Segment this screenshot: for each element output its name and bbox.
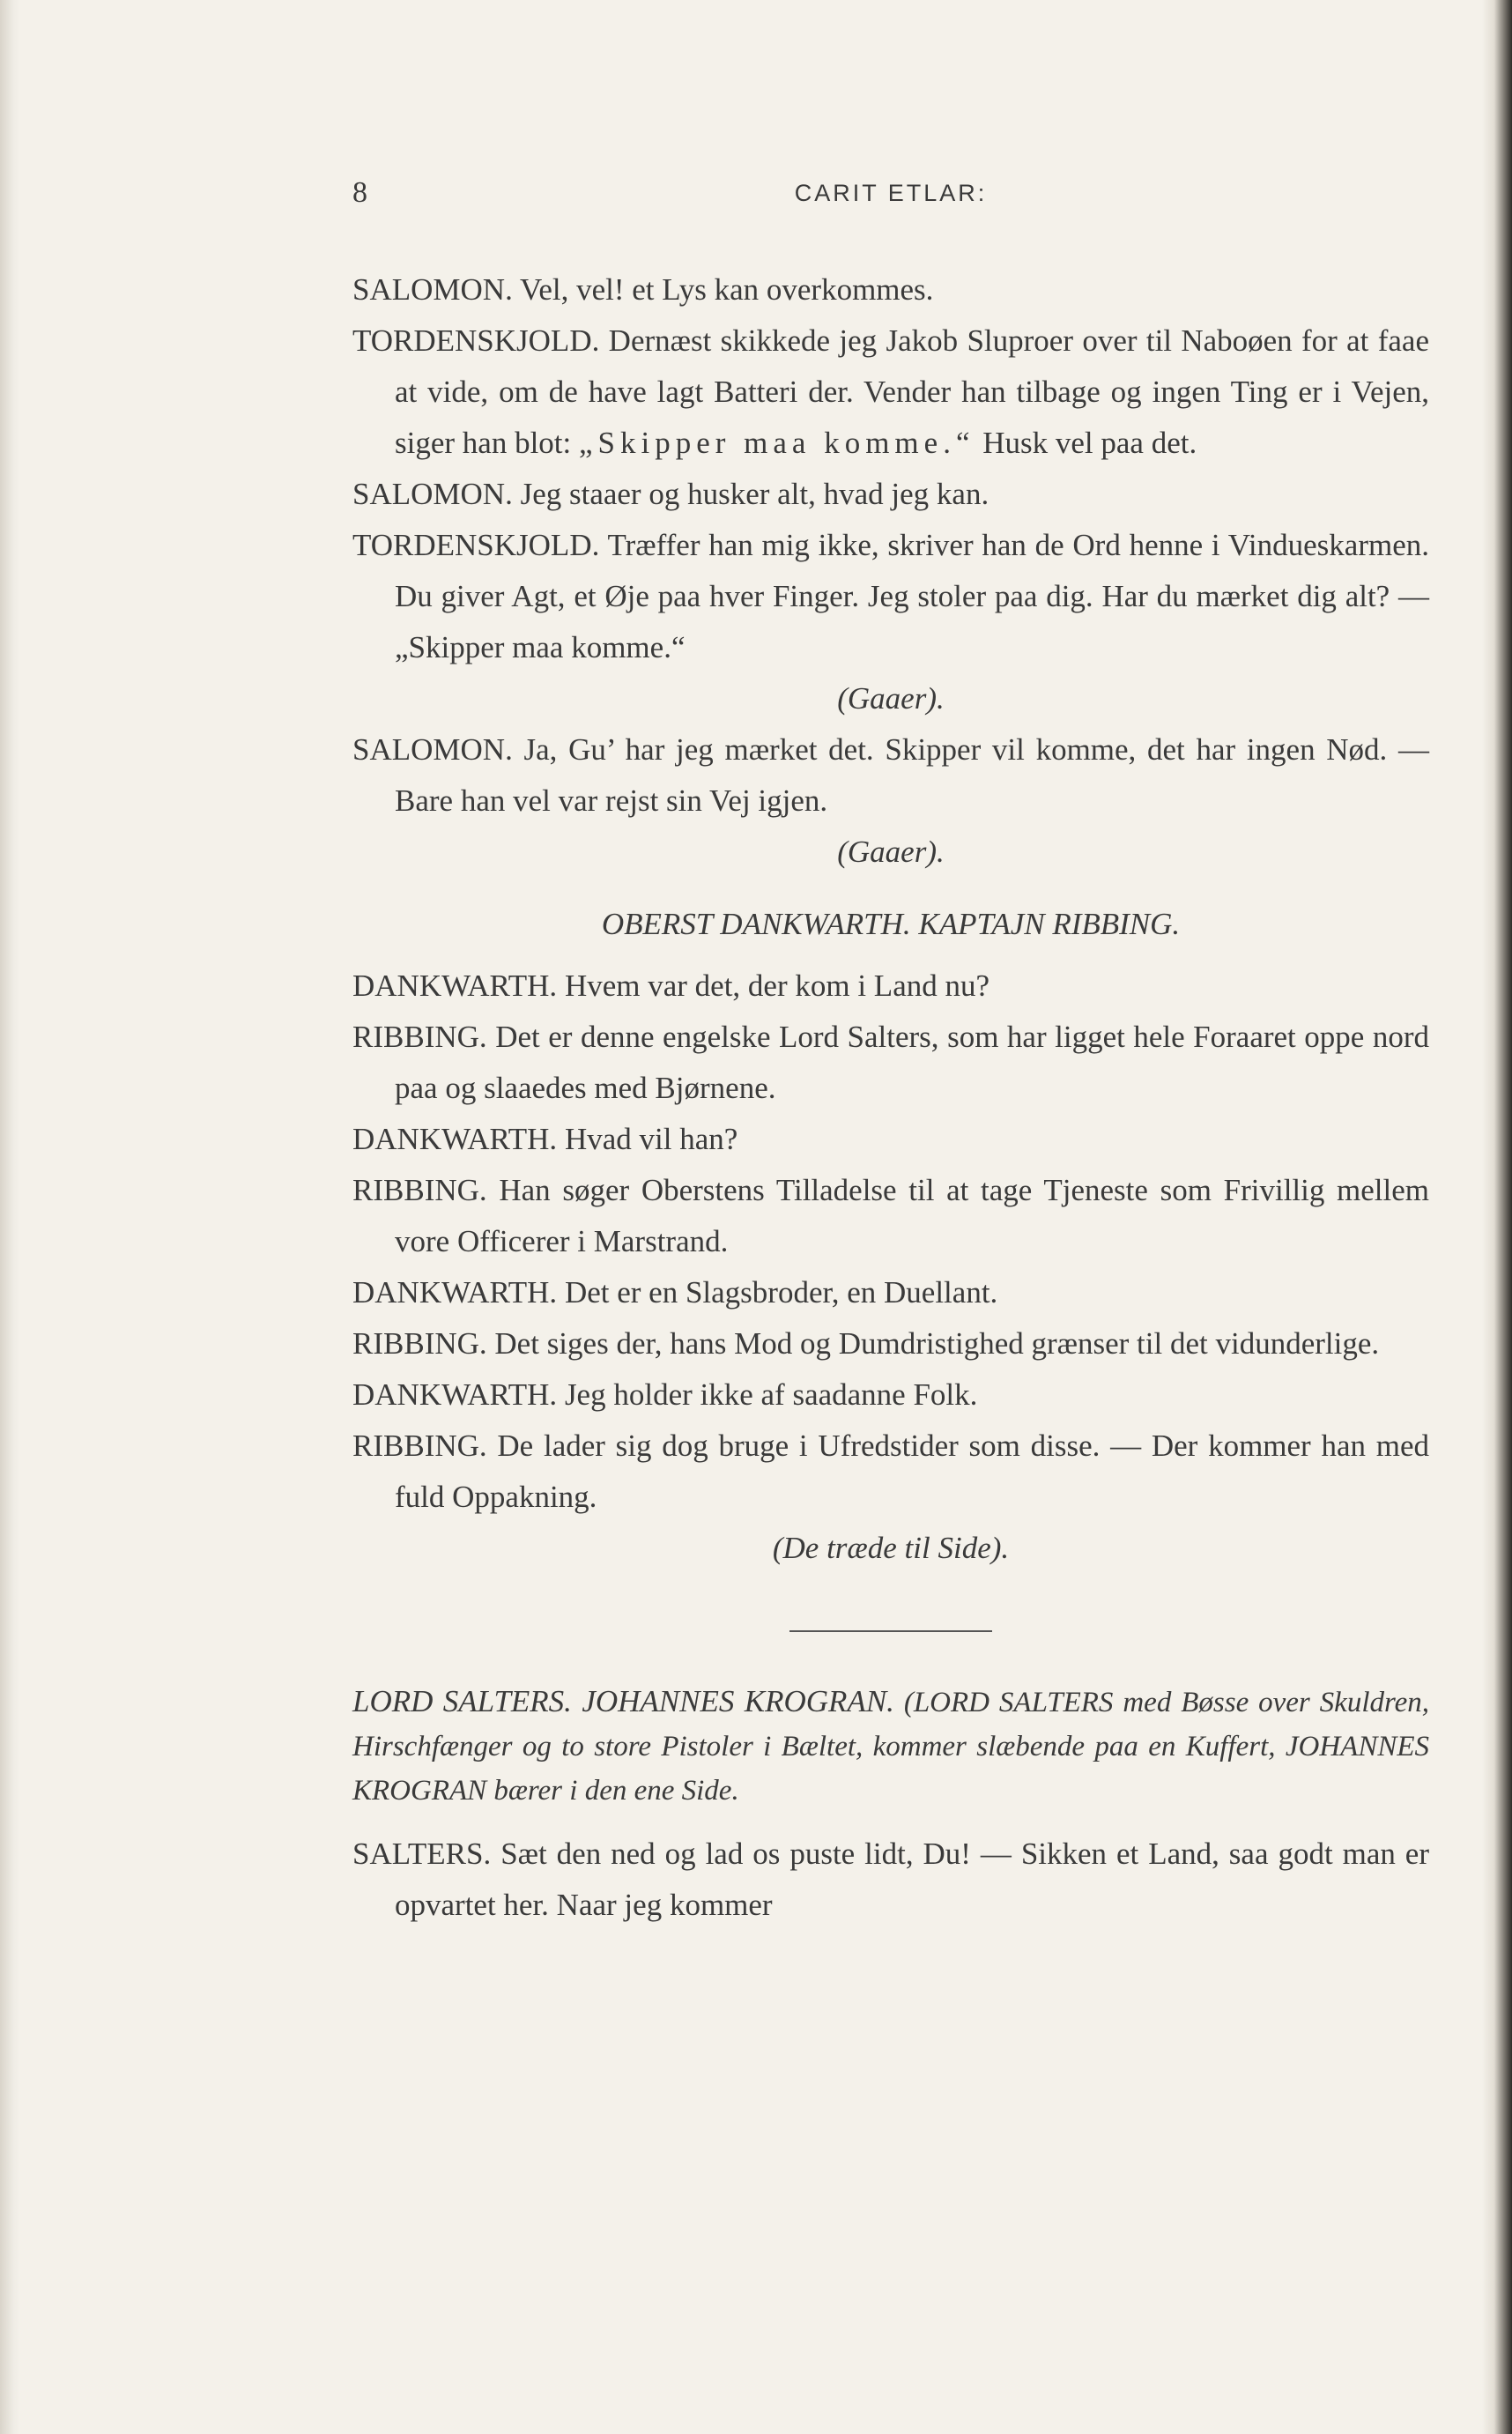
dialogue-line (352, 1318, 1429, 1369)
page-number: 8 (352, 176, 367, 209)
speech: Vel, vel! et Lys kan overkommes. (519, 272, 934, 307)
speaker-name: SALOMON. (352, 272, 513, 307)
speaker-name: SALOMON. (352, 732, 513, 767)
page-header (352, 176, 1429, 220)
speech: Hvad vil han? (564, 1122, 738, 1156)
dialogue-line (352, 961, 1429, 1012)
dialogue-line (352, 264, 1429, 315)
speaker-name: RIBBING. (352, 1428, 487, 1463)
speaker-name: DANKWARTH. (352, 1122, 558, 1156)
speaker-name: SALTERS. (352, 1837, 492, 1871)
speech: Det er en Slagsbroder, en Duellant. (564, 1275, 998, 1310)
dialogue-line (352, 724, 1429, 827)
speech: Husk vel paa det. (982, 426, 1197, 460)
running-title: CARIT ETLAR: (794, 180, 988, 206)
dialogue-line (352, 1829, 1429, 1931)
dialogue-line (352, 1421, 1429, 1523)
page-right-edge (1482, 0, 1512, 2434)
speech: Det siges der, hans Mod og Dumdristighed grænser til det vidunderlige. (494, 1326, 1380, 1361)
scene-heading-block (352, 1680, 1429, 1813)
scene-heading-names: LORD SALTERS. JOHANNES KROGRAN. (352, 1684, 894, 1718)
dialogue-line (352, 1369, 1429, 1421)
speech: Jeg holder ikke af saadanne Folk. (564, 1377, 978, 1412)
speech: Hvem var det, der kom i Land nu? (564, 968, 990, 1003)
dialogue-line (352, 1114, 1429, 1165)
speech: Træffer han mig ikke, skriver han de Ord henne i Vindueskarmen. Du giver Agt, et Øje paa hver Finger. Jeg stoler paa dig. Har du mærket dig alt? — „Skipper maa komme.“ (395, 528, 1429, 664)
speech: Sæt den ned og lad os puste lidt, Du! — Sikken et Land, saa godt man er opvartet her. Naar jeg kommer (395, 1837, 1430, 1922)
speech: Dernæst skikkede jeg Jakob Sluproer over til Naboøen for at faae at vide, om de have lagt Batteri der. Vender han tilbage og ingen Ting er i Vejen, siger han blot: (395, 323, 1429, 460)
dialogue-line (352, 1267, 1429, 1318)
scene-heading-direction: (LORD SALTERS med Bøsse over Skuldren, Hirschfænger og to store Pistoler i Bæltet, kommer slæbende paa en Kuffert, JOHANNES KROGRAN bærer i den ene Side. (352, 1687, 1430, 1807)
speaker-name: DANKWARTH. (352, 1377, 558, 1412)
speech: Han søger Oberstens Tilladelse til at tage Tjeneste som Frivillig mellem vore Officerer i Marstrand. (395, 1173, 1430, 1258)
speech: De lader sig dog bruge i Ufredstider som disse. — Der kommer han med fuld Oppakning. (395, 1428, 1430, 1514)
speaker-name: RIBBING. (352, 1173, 487, 1207)
stage-direction: (Gaaer). (837, 681, 945, 716)
speaker-name: TORDENSKJOLD. (352, 528, 600, 562)
dialogue-line (352, 1165, 1429, 1267)
stage-direction: (De træde til Side). (772, 1531, 1010, 1565)
page-text (352, 264, 1429, 1931)
dialogue-line (352, 469, 1429, 520)
speaker-name: DANKWARTH. (352, 968, 558, 1003)
speaker-name: TORDENSKJOLD. (352, 323, 600, 358)
dialogue-line (352, 520, 1429, 673)
dialogue-line (352, 1012, 1429, 1114)
page-left-edge (0, 0, 19, 2434)
speech: Ja, Gu’ har jeg mærket det. Skipper vil komme, det har ingen Nød. — Bare han vel var rejst sin Vej igjen. (395, 732, 1429, 818)
stage-direction: (Gaaer). (837, 835, 945, 869)
speaker-name: SALOMON. (352, 477, 513, 511)
spaced-quote: „Skipper maa komme.“ (579, 426, 975, 460)
speech: Jeg staaer og husker alt, hvad jeg kan. (520, 477, 989, 511)
section-divider (789, 1630, 992, 1632)
speech: Det er denne engelske Lord Salters, som har ligget hele Foraaret oppe nord paa og slaaedes med Bjørnene. (395, 1020, 1430, 1105)
speaker-name: RIBBING. (352, 1020, 487, 1054)
scene-heading: OBERST DANKWARTH. KAPTAJN RIBBING. (601, 907, 1181, 941)
dialogue-line (352, 315, 1429, 469)
speaker-name: DANKWARTH. (352, 1275, 558, 1310)
speaker-name: RIBBING. (352, 1326, 487, 1361)
